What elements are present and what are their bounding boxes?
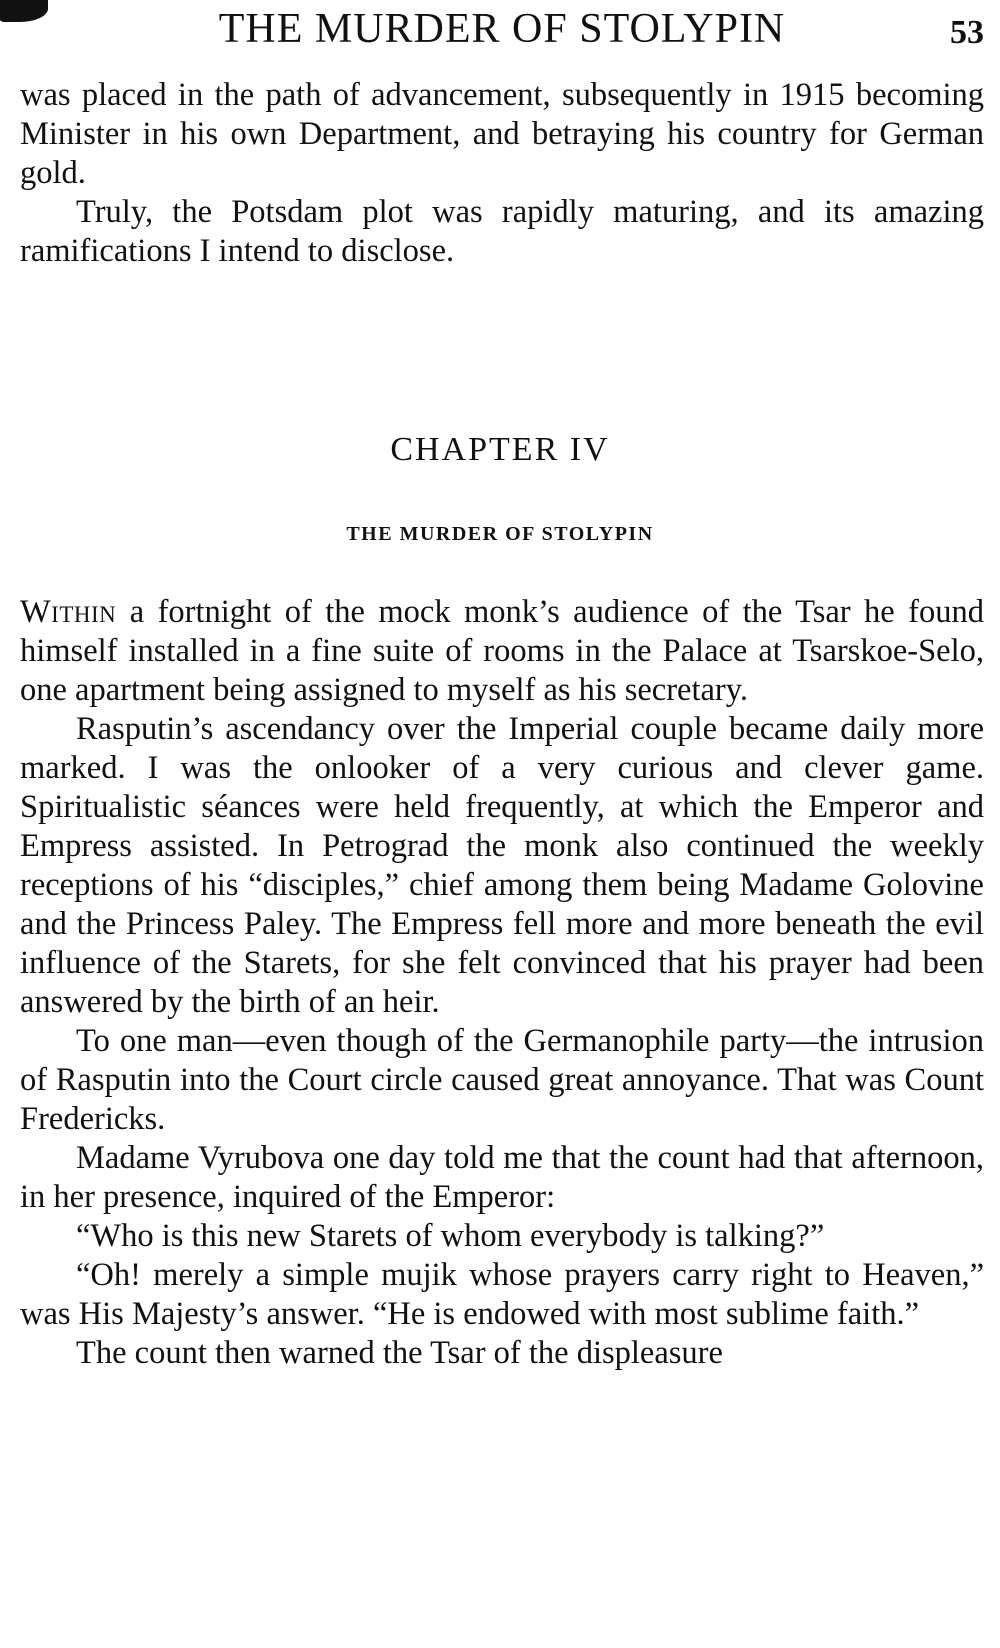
body-paragraph-1 [20,593,984,710]
running-title: THE MURDER OF STOLYPIN [218,6,786,52]
running-head [20,4,984,54]
body-paragraph-4: Madame Vyrubova one day told me that the count had that afternoon, in her presence, inquired of the Emperor: [20,1140,984,1215]
body-paragraph-5: “Who is this new Starets of whom everybody is talking?” [76,1218,825,1254]
body-paragraph-1-text: a fortnight of the mock monk’s audience of the Tsar he found himself installed in a fine suite of rooms in the Palace at Tsarskoe-Selo, one apartment being assigned to myself as his secretary. [20,594,984,708]
body-paragraph-2: Rasputin’s ascendancy over the Imperial couple became daily more marked. I was the onlooker of a very curious and clever game. Spiritualistic séances were held frequently, at which the Emperor and Empress assisted. In Petrograd the monk also continued the weekly receptions of his “disciples,” chief among them being Madame Golovine and the Princess Paley. The Empress fell more and more beneath the evil influence of the Starets, for she felt convinced that his prayer had been answered by the birth of an heir. [20,711,984,1020]
page-number: 53 [950,14,984,51]
chapter-number: CHAPTER IV [390,431,610,468]
body-paragraph-6: “Oh! merely a simple mujik whose prayers carry right to Heaven,” was His Majesty’s answer. “He is endowed with most sublime faith.” [20,1257,984,1332]
chapter-body [20,593,984,1373]
body-paragraph-3: To one man—even though of the Germanophile party—the intrusion of Rasputin into the Court circle caused great annoyance. That was Count Fredericks. [20,1023,984,1137]
body-paragraph-7: The count then warned the Tsar of the displeasure [76,1335,723,1371]
opening-word: Within [20,594,117,630]
carryover-paragraph-1: was placed in the path of advancement, subsequently in 1915 becoming Minister in his own Department, and betraying his country for German gold. [20,77,984,191]
carryover-paragraph-2: Truly, the Potsdam plot was rapidly maturing, and its amazing ramifications I intend to disclose. [20,194,984,269]
chapter-title: THE MURDER OF STOLYPIN [346,523,654,545]
carryover-text [20,76,984,271]
